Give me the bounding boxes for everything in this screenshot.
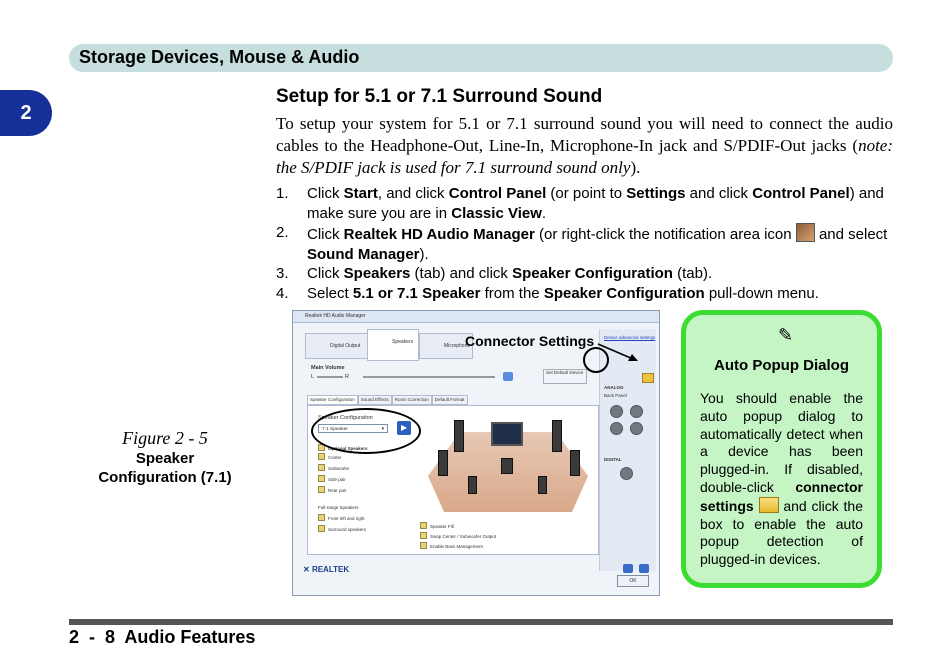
checkbox-bass-management[interactable]: Enable Bass Management — [420, 542, 483, 549]
figure-label — [80, 428, 250, 487]
figure-caption-line2: Configuration (7.1) — [98, 469, 232, 486]
analog-label: ANALOG — [604, 385, 624, 390]
dropdown-highlight-circle — [311, 408, 421, 454]
step-text: (or right-click the notification area icon — [534, 226, 796, 243]
speaker-front-right — [552, 420, 562, 452]
checkbox-side-pair[interactable]: Side pair — [318, 475, 346, 482]
step-item — [276, 284, 894, 304]
play-icon: ▶ — [401, 423, 408, 432]
step-text: Click — [307, 185, 344, 202]
battery-icon[interactable] — [623, 564, 633, 573]
chapter-number-tab: 2 — [0, 90, 52, 136]
info-icon[interactable] — [639, 564, 649, 573]
step-term: Control Panel — [448, 185, 547, 202]
crab-icon: ✕ — [303, 565, 310, 574]
checkbox-speaker-fill[interactable]: Speaker Fill — [420, 522, 454, 529]
step-number: 2. — [276, 224, 289, 241]
intro-note: note: the S/PDIF jack is used for 7.1 surround sound only — [276, 136, 893, 177]
pencil-icon: ✎ — [778, 325, 794, 345]
step-term: Classic View — [451, 204, 542, 222]
speaker-side-right — [570, 450, 580, 476]
note-bold-term: connector settings — [700, 478, 863, 514]
step-term: Speaker Configuration — [543, 284, 705, 302]
step-text: and click — [685, 185, 753, 202]
volume-row — [307, 365, 597, 391]
step-text: and select — [814, 226, 888, 243]
step-term: 5.1 or 7.1 Speaker — [352, 284, 481, 302]
step-item — [276, 264, 894, 284]
note-text-before: You should enable the auto popup dialog to automatically detect when a device has been plugged-in. If disabled, double-click — [700, 390, 863, 495]
step-number: 4. — [276, 284, 289, 302]
intro-paragraph — [276, 113, 893, 179]
volume-slider[interactable] — [363, 376, 495, 378]
section-title: Setup for 5.1 or 7.1 Surround Sound — [276, 86, 603, 107]
steps-list — [276, 184, 894, 303]
speaker-rear-right — [538, 476, 547, 494]
vol-l-label: L — [311, 374, 315, 380]
connector-folder-icon — [759, 497, 779, 513]
step-term: Control Panel — [752, 185, 850, 202]
step-text: . — [541, 204, 547, 222]
realtek-screenshot — [292, 310, 660, 596]
balance-slider[interactable] — [317, 376, 343, 378]
ok-button[interactable]: OK — [617, 575, 649, 587]
step-term: Settings — [626, 185, 686, 202]
tab-digital-output[interactable]: Digital Output — [305, 333, 379, 359]
digital-label: DIGITAL — [604, 457, 622, 462]
speaker-front-left — [454, 420, 464, 452]
step-term: Speakers — [343, 265, 411, 282]
checkbox-center[interactable]: Center — [318, 453, 342, 460]
fullrange-label: Full-range Speakers — [318, 505, 359, 510]
checkbox-swap-center[interactable]: Swap Center / Subwoofer Output — [420, 532, 496, 539]
speaker-side-left — [438, 450, 448, 476]
audio-manager-icon — [796, 223, 815, 242]
figure-number: Figure 2 - 5 — [122, 428, 208, 448]
speaker-mute-icon[interactable] — [503, 372, 513, 381]
step-term: Speaker Configuration — [512, 265, 673, 282]
tab-room-correction[interactable]: Room Correction — [392, 395, 432, 405]
tv-illustration — [491, 422, 523, 446]
step-term: Realtek HD Audio Manager — [343, 226, 535, 243]
intro-end: ). — [630, 158, 641, 177]
intro-text: To setup your system for 5.1 or 7.1 surround sound you will need to connect the audio cables to the Headphone-Out, Line-In, Microphone-In jack and S/PDIF-Out jacks ( — [276, 114, 893, 155]
step-item — [276, 184, 894, 223]
chapter-header-bar — [69, 44, 893, 72]
speaker-config-value: 7.1 Speaker — [322, 427, 348, 432]
note-text-after: and click the box to enable the auto popup detection of plugged-in devices. — [700, 497, 864, 568]
jack-icon — [620, 467, 633, 480]
jack-icon — [630, 422, 643, 435]
chevron-down-icon: ▾ — [381, 427, 384, 432]
step-text: Click — [307, 265, 344, 282]
step-number: 3. — [276, 265, 289, 282]
step-text: pull-down menu. — [704, 284, 819, 302]
connector-settings-label: Connector Settings — [465, 333, 595, 349]
back-panel-label: Back Panel — [604, 393, 627, 398]
step-text: ) and make sure you are in — [307, 185, 884, 222]
footer-rule — [69, 619, 893, 625]
step-number: 1. — [276, 185, 289, 202]
folder-icon[interactable] — [642, 373, 654, 383]
main-volume-label: Main Volume — [311, 365, 345, 371]
set-default-button[interactable]: Set Default Device — [543, 369, 587, 384]
figure-caption-line1: Speaker — [135, 450, 195, 467]
speaker-rear-left — [468, 476, 477, 494]
step-text: from the — [480, 284, 544, 302]
device-advanced-link[interactable]: Device advanced settings — [604, 335, 656, 340]
jack-icon — [610, 405, 623, 418]
note-box — [681, 310, 882, 588]
jack-icon — [630, 405, 643, 418]
connector-highlight-circle — [583, 347, 609, 373]
realtek-logo — [303, 565, 349, 574]
checkbox-subwoofer[interactable]: Subwoofer — [318, 464, 350, 471]
note-text — [700, 390, 863, 569]
jack-icon — [610, 422, 623, 435]
step-text: (tab). — [672, 265, 713, 282]
step-text: (or point to — [546, 185, 627, 202]
step-text: Select — [307, 284, 353, 302]
step-text: , and click — [377, 185, 449, 202]
step-term: Start — [343, 185, 378, 202]
config-tabs — [307, 395, 597, 405]
step-item — [276, 223, 894, 264]
step-text: ). — [419, 245, 429, 263]
brand-text: REALTEK — [311, 565, 350, 574]
speaker-center — [501, 458, 513, 474]
tab-speakers[interactable]: Speakers — [367, 329, 419, 361]
step-text: Click — [307, 226, 344, 243]
checkbox-surround[interactable]: Surround speakers — [318, 525, 366, 532]
optional-speakers-label: Optional Speakers — [318, 444, 368, 451]
note-title: Auto Popup Dialog — [714, 357, 849, 374]
vol-r-label: R — [345, 374, 349, 380]
step-text: (tab) and click — [410, 265, 513, 282]
footer-page-label: 2 - 8 Audio Features — [69, 627, 256, 647]
checkbox-rear-pair[interactable]: Rear pair — [318, 486, 347, 493]
chapter-header-title: Storage Devices, Mouse & Audio — [79, 47, 360, 67]
tab-sound-effects[interactable]: Sound Effects — [358, 395, 392, 405]
tab-default-format[interactable]: Default Format — [432, 395, 468, 405]
tab-microphone[interactable]: Microphone — [419, 333, 473, 359]
step-term: Sound Manager — [307, 245, 420, 263]
checkbox-front-lr[interactable]: Front left and right — [318, 514, 365, 521]
speaker-config-label: Speaker Configuration — [318, 415, 373, 421]
window-title: Realtek HD Audio Manager — [293, 311, 659, 323]
tab-speaker-configuration[interactable]: Speaker Configuration — [307, 395, 358, 405]
